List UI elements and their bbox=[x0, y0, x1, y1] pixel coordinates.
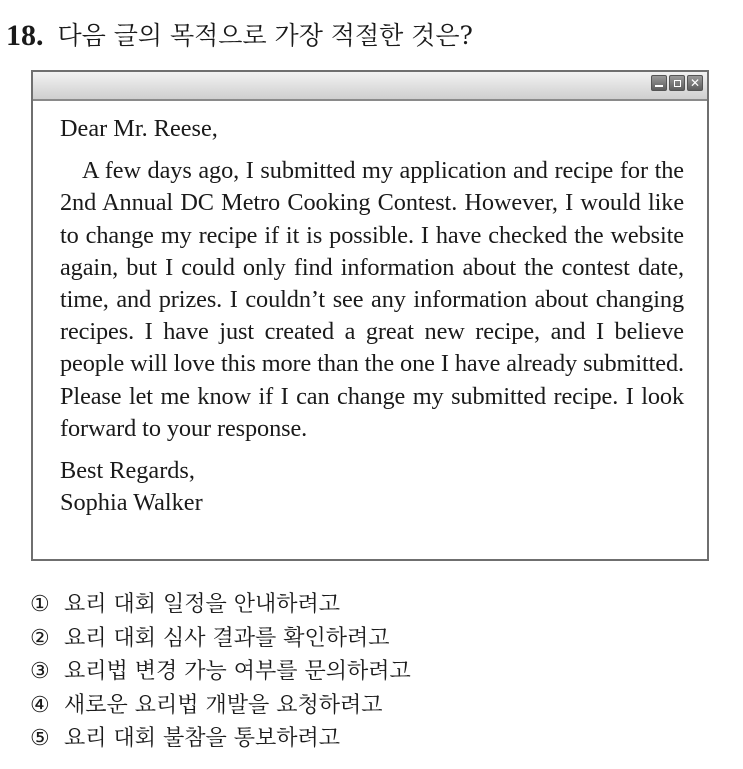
option-mark: ④ bbox=[30, 692, 50, 718]
option-mark: ③ bbox=[30, 659, 50, 684]
letter-signature: Sophia Walker bbox=[60, 489, 203, 517]
option-mark: ⑤ bbox=[30, 726, 50, 751]
option-mark: ② bbox=[30, 625, 50, 651]
question-header bbox=[6, 16, 473, 53]
option-mark: ① bbox=[30, 592, 50, 617]
answer-option[interactable] bbox=[30, 689, 411, 723]
letter-window bbox=[31, 70, 709, 561]
close-icon[interactable]: ✕ bbox=[687, 75, 703, 91]
answer-options bbox=[30, 588, 411, 756]
letter-greeting: Dear Mr. Reese, bbox=[60, 115, 218, 142]
maximize-icon[interactable] bbox=[669, 75, 685, 91]
window-titlebar bbox=[33, 72, 707, 101]
minimize-icon[interactable] bbox=[651, 75, 667, 91]
answer-option[interactable] bbox=[30, 655, 411, 689]
option-text: 새로운 요리법 개발을 요청하려고 bbox=[64, 692, 383, 718]
window-controls bbox=[651, 75, 703, 91]
answer-option[interactable] bbox=[30, 722, 411, 756]
question-number: 18. bbox=[6, 19, 44, 52]
option-text: 요리 대회 일정을 안내하려고 bbox=[64, 592, 341, 617]
option-text: 요리 대회 심사 결과를 확인하려고 bbox=[64, 625, 390, 651]
answer-option[interactable] bbox=[30, 588, 411, 622]
letter-content bbox=[60, 113, 684, 519]
option-text: 요리 대회 불참을 통보하려고 bbox=[64, 726, 341, 751]
letter-closing: Best Regards, bbox=[60, 457, 195, 485]
option-text: 요리법 변경 가능 여부를 문의하려고 bbox=[64, 659, 411, 684]
answer-option[interactable] bbox=[30, 622, 411, 656]
letter-body: A few days ago, I submitted my application and recipe for the 2nd Annual DC Metro Cooking Contest. However, I would like to change my recipe if it is possible. I have checked the website again, but I could only find information about the contest date, time, and prizes. I couldn’t see any information about changing recipes. I have just created a great new recipe, and I believe people will love this more than the one I have already submitted. Please let me know if I can change my submitted recipe. I look forward to your response. bbox=[60, 157, 684, 442]
question-text: 다음 글의 목적으로 가장 적절한 것은? bbox=[57, 21, 473, 50]
